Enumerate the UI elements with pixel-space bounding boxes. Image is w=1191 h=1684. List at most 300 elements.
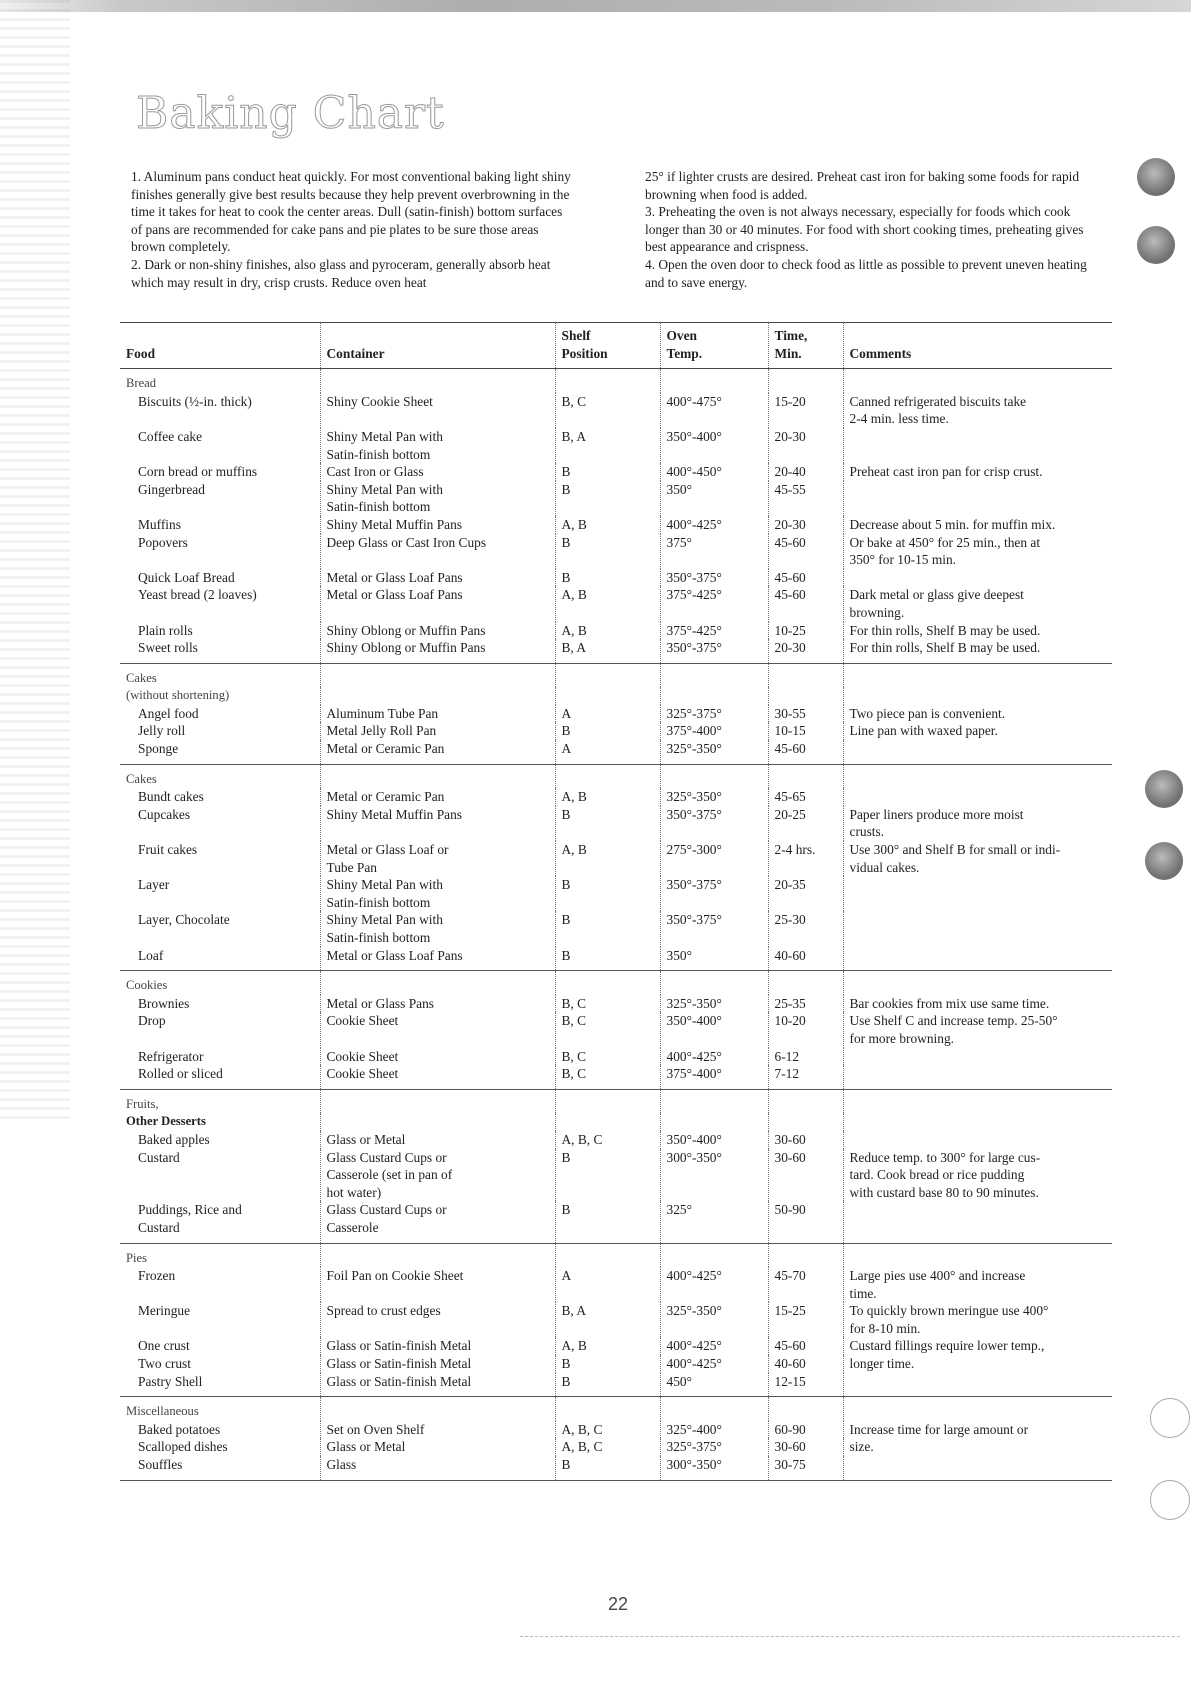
cell-food: Drop (138, 1013, 166, 1029)
cell-container: Metal or Glass Loaf Pans (320, 586, 555, 621)
empty-cell (843, 663, 1112, 687)
scan-bottom-line (520, 1636, 1180, 1637)
empty-cell (555, 369, 660, 393)
cell-shelf: B (555, 481, 660, 516)
cell-comments (843, 1131, 1112, 1149)
cell-comments: Decrease about 5 min. for muffin mix. (843, 516, 1112, 534)
cell-food: Popovers (138, 534, 188, 550)
cell-comments: Custard fillings require lower temp., (843, 1337, 1112, 1355)
cell-temp: 325° (660, 1201, 768, 1243)
group-heading: Cakes (126, 771, 157, 786)
cell-temp: 325°-375° (660, 1438, 768, 1456)
table-row (120, 534, 1112, 569)
cell-shelf: B (555, 1373, 660, 1397)
column-header-food: Food (120, 323, 320, 369)
cell-comments: Use Shelf C and increase temp. 25-50° for more browning. (843, 1012, 1112, 1047)
cell-temp: 400°-425° (660, 1048, 768, 1066)
empty-cell (843, 1397, 1112, 1421)
empty-cell (320, 663, 555, 687)
group-heading-row (120, 1397, 1112, 1421)
cell-food: Cupcakes (138, 806, 191, 822)
cell-temp: 350°-375° (660, 569, 768, 587)
cell-time: 30-75 (768, 1456, 843, 1480)
cell-comments (843, 947, 1112, 971)
cell-shelf: A, B (555, 622, 660, 640)
empty-cell (320, 764, 555, 788)
empty-cell (320, 687, 555, 705)
cell-shelf: B (555, 876, 660, 911)
cell-shelf: A, B, C (555, 1438, 660, 1456)
table-row (120, 463, 1112, 481)
empty-cell (555, 687, 660, 705)
empty-cell (768, 764, 843, 788)
cell-container: Shiny Metal Pan with Satin-finish bottom (320, 876, 555, 911)
column-header-shelf: Shelf Position (555, 323, 660, 369)
cell-comments (843, 428, 1112, 463)
cell-comments (843, 1048, 1112, 1066)
cell-temp: 325°-350° (660, 1302, 768, 1337)
cell-container: Metal or Ceramic Pan (320, 740, 555, 764)
empty-cell (555, 663, 660, 687)
cell-comments (843, 876, 1112, 911)
cell-temp: 350°-400° (660, 1131, 768, 1149)
cell-time: 45-60 (768, 740, 843, 764)
cell-food: Souffles (120, 1456, 320, 1480)
cell-temp: 275°-300° (660, 841, 768, 876)
cell-time: 20-40 (768, 463, 843, 481)
cell-time: 20-30 (768, 428, 843, 463)
note-paragraph: 4. Open the oven door to check food as little as possible to prevent uneven heating and to save energy. (645, 256, 1087, 290)
group-heading: Fruits, (126, 1096, 159, 1111)
cell-temp: 350° (660, 947, 768, 971)
empty-cell (660, 1089, 768, 1113)
empty-cell (660, 764, 768, 788)
table-row (120, 1267, 1112, 1302)
cell-food: Sponge (120, 740, 320, 764)
cell-comments: Increase time for large amount or (843, 1421, 1112, 1439)
cell-time: 45-60 (768, 1337, 843, 1355)
binder-hole-icon (1150, 1480, 1190, 1520)
baking-chart-table (120, 322, 1112, 1481)
cell-temp: 350°-375° (660, 876, 768, 911)
cell-container: Cookie Sheet (320, 1065, 555, 1089)
cell-shelf: B, C (555, 1048, 660, 1066)
cell-container: Metal or Glass Loaf or Tube Pan (320, 841, 555, 876)
group-heading-row (120, 764, 1112, 788)
table-row (120, 1421, 1112, 1439)
group-heading-row (120, 1113, 1112, 1131)
empty-cell (843, 1113, 1112, 1131)
scan-left-edge (0, 0, 70, 1120)
cell-food: Two crust (138, 1356, 191, 1372)
cell-container: Cookie Sheet (320, 1012, 555, 1047)
note-paragraph: 25° if lighter crusts are desired. Preheat cast iron for baking some foods for rapid browning when food is added. (645, 169, 1080, 202)
cell-shelf: B (555, 1456, 660, 1480)
table-row (120, 995, 1112, 1013)
cell-comments: For thin rolls, Shelf B may be used. (843, 622, 1112, 640)
group-heading: Pies (126, 1250, 147, 1265)
cell-time: 40-60 (768, 1355, 843, 1373)
table-row (120, 1012, 1112, 1047)
column-header-comments: Comments (843, 323, 1112, 369)
cell-temp: 350°-375° (660, 806, 768, 841)
cell-shelf: B, C (555, 1012, 660, 1047)
group-heading-row (120, 369, 1112, 393)
table-row (120, 1373, 1112, 1397)
cell-container: Metal or Glass Loaf Pans (320, 569, 555, 587)
cell-comments (843, 1373, 1112, 1397)
cell-container: Metal Jelly Roll Pan (320, 722, 555, 740)
empty-cell (660, 1243, 768, 1267)
table-row (120, 516, 1112, 534)
group-heading: Miscellaneous (126, 1404, 199, 1419)
cell-shelf: B (555, 463, 660, 481)
cell-comments: Large pies use 400° and increase time. (843, 1267, 1112, 1302)
empty-cell (768, 1089, 843, 1113)
cell-container: Metal or Glass Loaf Pans (320, 947, 555, 971)
cell-temp: 400°-425° (660, 1337, 768, 1355)
cell-temp: 325°-375° (660, 705, 768, 723)
cell-temp: 375° (660, 534, 768, 569)
cell-comments: Or bake at 450° for 25 min., then at 350° for 10-15 min. (843, 534, 1112, 569)
cell-time: 6-12 (768, 1048, 843, 1066)
cell-time: 50-90 (768, 1201, 843, 1243)
cell-comments (843, 911, 1112, 946)
column-header-container: Container (320, 323, 555, 369)
cell-shelf: A, B (555, 1337, 660, 1355)
cell-comments: Two piece pan is convenient. (843, 705, 1112, 723)
cell-food: Quick Loaf Bread (138, 569, 235, 585)
group-heading: Other Desserts (126, 1114, 206, 1129)
empty-cell (555, 764, 660, 788)
binder-hole-icon (1137, 226, 1175, 264)
group-heading-row (120, 663, 1112, 687)
cell-comments: For thin rolls, Shelf B may be used. (843, 639, 1112, 663)
cell-shelf: B, C (555, 1065, 660, 1089)
cell-temp: 300°-350° (660, 1149, 768, 1202)
cell-time: 20-25 (768, 806, 843, 841)
cell-food: Corn bread or muffins (138, 464, 258, 480)
notes-left-column (131, 168, 576, 291)
cell-shelf: B (555, 1355, 660, 1373)
cell-time: 15-25 (768, 1302, 843, 1337)
table-row (120, 1201, 1112, 1243)
empty-cell (320, 1089, 555, 1113)
cell-shelf: B (555, 806, 660, 841)
empty-cell (660, 687, 768, 705)
cell-time: 10-15 (768, 722, 843, 740)
cell-temp: 375°-400° (660, 722, 768, 740)
group-heading: Cookies (126, 978, 168, 993)
cell-time: 25-30 (768, 911, 843, 946)
cell-temp: 325°-400° (660, 1421, 768, 1439)
table-row (120, 1065, 1112, 1089)
cell-time: 40-60 (768, 947, 843, 971)
cell-time: 25-35 (768, 995, 843, 1013)
cell-comments (843, 1201, 1112, 1243)
table-row (120, 788, 1112, 806)
column-header-temp: Oven Temp. (660, 323, 768, 369)
cell-temp: 375°-400° (660, 1065, 768, 1089)
group-heading: (without shortening) (126, 688, 230, 703)
cell-container: Glass or Metal (320, 1438, 555, 1456)
empty-cell (768, 1397, 843, 1421)
table-row (120, 569, 1112, 587)
cell-temp: 325°-350° (660, 788, 768, 806)
empty-cell (660, 1113, 768, 1131)
empty-cell (660, 1397, 768, 1421)
table-row (120, 1302, 1112, 1337)
empty-cell (843, 369, 1112, 393)
empty-cell (768, 1243, 843, 1267)
empty-cell (768, 1113, 843, 1131)
cell-food: Layer, Chocolate (138, 912, 230, 928)
cell-food: Plain rolls (138, 622, 193, 638)
cell-comments: longer time. (843, 1355, 1112, 1373)
empty-cell (320, 369, 555, 393)
cell-food: Bundt cakes (138, 789, 204, 805)
cell-shelf: A, B (555, 841, 660, 876)
food-group (120, 1397, 1112, 1480)
cell-time: 20-30 (768, 516, 843, 534)
cell-food: Yeast bread (2 loaves) (138, 587, 257, 603)
binder-hole-icon (1150, 1398, 1190, 1438)
empty-cell (768, 971, 843, 995)
cell-temp: 350° (660, 481, 768, 516)
food-group (120, 1089, 1112, 1243)
cell-temp: 400°-425° (660, 516, 768, 534)
cell-shelf: A, B (555, 586, 660, 621)
cell-shelf: B (555, 947, 660, 971)
cell-food: Refrigerator (138, 1048, 204, 1064)
table-row (120, 740, 1112, 764)
cell-temp: 400°-425° (660, 1267, 768, 1302)
cell-time: 30-60 (768, 1131, 843, 1149)
cell-comments (843, 1456, 1112, 1480)
binder-hole-icon (1145, 842, 1183, 880)
table-header (120, 323, 1112, 369)
cell-food: Layer (138, 877, 170, 893)
cell-temp: 375°-425° (660, 622, 768, 640)
empty-cell (843, 1089, 1112, 1113)
cell-food: Custard (138, 1149, 180, 1165)
cell-container: Deep Glass or Cast Iron Cups (320, 534, 555, 569)
cell-time: 45-60 (768, 534, 843, 569)
cell-food: Baked apples (138, 1131, 210, 1147)
table-row (120, 481, 1112, 516)
cell-container: Glass or Satin-finish Metal (320, 1373, 555, 1397)
cell-comments (843, 1065, 1112, 1089)
empty-cell (555, 1243, 660, 1267)
cell-food: Scalloped dishes (138, 1439, 228, 1455)
cell-food: Coffee cake (138, 428, 203, 444)
cell-comments: Use 300° and Shelf B for small or indi- vidual cakes. (843, 841, 1112, 876)
cell-time: 10-25 (768, 622, 843, 640)
page-title: Baking Chart (136, 88, 445, 139)
note-paragraph: 1. Aluminum pans conduct heat quickly. For most conventional baking light shiny finishes generally give best results because they help prevent overbrowning in the time it takes for heat to cook the center areas. Dull (satin-finish) bottom surfaces of pans are recommended for cake pans and pie plates to be sure those areas brown completely. (131, 169, 571, 255)
cell-comments: size. (843, 1438, 1112, 1456)
cell-container: Glass or Satin-finish Metal (320, 1337, 555, 1355)
scan-top-border (0, 0, 1191, 12)
cell-comments (843, 788, 1112, 806)
cell-time: 45-60 (768, 586, 843, 621)
binder-hole-icon (1137, 158, 1175, 196)
table-row (120, 722, 1112, 740)
cell-shelf: A, B (555, 516, 660, 534)
cell-container: Glass (320, 1456, 555, 1480)
cell-comments: Reduce temp. to 300° for large cus- tard. Cook bread or rice pudding with custard base 80 to 90 minutes. (843, 1149, 1112, 1202)
food-group (120, 971, 1112, 1090)
cell-shelf: B, C (555, 393, 660, 428)
cell-comments: Preheat cast iron pan for crisp crust. (843, 463, 1112, 481)
cell-shelf: B, A (555, 1302, 660, 1337)
table-row (120, 947, 1112, 971)
cell-food: Gingerbread (138, 481, 205, 497)
empty-cell (320, 971, 555, 995)
cell-temp: 325°-350° (660, 740, 768, 764)
table-row (120, 806, 1112, 841)
cell-container: Shiny Metal Muffin Pans (320, 516, 555, 534)
cell-temp: 400°-450° (660, 463, 768, 481)
cell-time: 20-35 (768, 876, 843, 911)
cell-time: 45-70 (768, 1267, 843, 1302)
cell-container: Shiny Metal Pan with Satin-finish bottom (320, 911, 555, 946)
cell-comments (843, 569, 1112, 587)
food-group (120, 663, 1112, 764)
cell-food: Rolled or sliced (120, 1065, 320, 1089)
cell-temp: 350°-400° (660, 428, 768, 463)
note-paragraph: 3. Preheating the oven is not always necessary, especially for foods which cook longer than 30 or 40 minutes. For food with short cooking times, preheating gives best appearance and crispness. (645, 204, 1084, 255)
cell-shelf: B (555, 569, 660, 587)
cell-food: Muffins (138, 516, 181, 532)
cell-temp: 325°-350° (660, 995, 768, 1013)
cell-temp: 350°-375° (660, 911, 768, 946)
cell-time: 15-20 (768, 393, 843, 428)
cell-container: Shiny Oblong or Muffin Pans (320, 639, 555, 663)
cell-container: Glass or Metal (320, 1131, 555, 1149)
cell-shelf: A (555, 740, 660, 764)
cell-container: Glass Custard Cups or Casserole (set in pan of hot water) (320, 1149, 555, 1202)
cell-food: Meringue (138, 1303, 191, 1319)
cell-food: One crust (138, 1338, 190, 1354)
cell-time: 45-55 (768, 481, 843, 516)
table-row (120, 1149, 1112, 1202)
group-heading-row (120, 1243, 1112, 1267)
cell-comments: Line pan with waxed paper. (843, 722, 1112, 740)
empty-cell (320, 1397, 555, 1421)
empty-cell (555, 971, 660, 995)
group-heading-row (120, 687, 1112, 705)
cell-shelf: A, B (555, 788, 660, 806)
cell-container: Shiny Metal Muffin Pans (320, 806, 555, 841)
empty-cell (660, 663, 768, 687)
empty-cell (555, 1113, 660, 1131)
empty-cell (843, 1243, 1112, 1267)
cell-shelf: A, B, C (555, 1421, 660, 1439)
cell-food: Frozen (138, 1268, 176, 1284)
cell-food: Jelly roll (138, 723, 186, 739)
cell-shelf: A (555, 705, 660, 723)
cell-container: Set on Oven Shelf (320, 1421, 555, 1439)
empty-cell (768, 663, 843, 687)
cell-food: Biscuits (½-in. thick) (138, 393, 252, 409)
table-row (120, 1355, 1112, 1373)
cell-temp: 400°-425° (660, 1355, 768, 1373)
table-row (120, 911, 1112, 946)
cell-container: Foil Pan on Cookie Sheet (320, 1267, 555, 1302)
cell-container: Shiny Metal Pan with Satin-finish bottom (320, 481, 555, 516)
cell-time: 45-65 (768, 788, 843, 806)
food-group (120, 1243, 1112, 1397)
table-row (120, 1456, 1112, 1480)
cell-food: Puddings, Rice and Custard (120, 1201, 320, 1243)
binder-hole-icon (1145, 770, 1183, 808)
cell-time: 30-60 (768, 1438, 843, 1456)
cell-comments (843, 481, 1112, 516)
table-row (120, 393, 1112, 428)
cell-shelf: B, C (555, 995, 660, 1013)
cell-shelf: B, A (555, 428, 660, 463)
group-heading-row (120, 971, 1112, 995)
empty-cell (320, 1113, 555, 1131)
table-row (120, 1438, 1112, 1456)
table-row (120, 428, 1112, 463)
empty-cell (843, 764, 1112, 788)
table-row (120, 705, 1112, 723)
group-heading: Bread (126, 376, 157, 391)
cell-temp: 300°-350° (660, 1456, 768, 1480)
cell-container: Cookie Sheet (320, 1048, 555, 1066)
cell-comments: Dark metal or glass give deepest browning. (843, 586, 1112, 621)
cell-shelf: A, B, C (555, 1131, 660, 1149)
cell-comments (843, 740, 1112, 764)
empty-cell (555, 1397, 660, 1421)
empty-cell (555, 1089, 660, 1113)
cell-container: Metal or Ceramic Pan (320, 788, 555, 806)
cell-time: 30-60 (768, 1149, 843, 1202)
cell-container: Shiny Cookie Sheet (320, 393, 555, 428)
cell-container: Metal or Glass Pans (320, 995, 555, 1013)
group-heading: Cakes (126, 670, 157, 685)
cell-food: Brownies (138, 995, 190, 1011)
cell-time: 10-20 (768, 1012, 843, 1047)
cell-container: Glass Custard Cups or Casserole (320, 1201, 555, 1243)
cell-temp: 375°-425° (660, 586, 768, 621)
cell-food: Sweet rolls (120, 639, 320, 663)
table-row (120, 1048, 1112, 1066)
table-row (120, 622, 1112, 640)
cell-comments: Bar cookies from mix use same time. (843, 995, 1112, 1013)
cell-food: Baked potatoes (138, 1421, 221, 1437)
cell-container: Shiny Metal Pan with Satin-finish bottom (320, 428, 555, 463)
cell-shelf: B (555, 1149, 660, 1202)
food-group (120, 369, 1112, 664)
cell-food: Loaf (120, 947, 320, 971)
cell-container: Aluminum Tube Pan (320, 705, 555, 723)
empty-cell (768, 687, 843, 705)
cell-shelf: B (555, 534, 660, 569)
cell-time: 45-60 (768, 569, 843, 587)
page-number: 22 (608, 1594, 629, 1614)
cell-shelf: A (555, 1267, 660, 1302)
cell-temp: 400°-475° (660, 393, 768, 428)
food-group (120, 764, 1112, 971)
notes-right-column (645, 168, 1090, 291)
column-header-time: Time, Min. (768, 323, 843, 369)
table-row (120, 586, 1112, 621)
cell-container: Glass or Satin-finish Metal (320, 1355, 555, 1373)
table-row (120, 841, 1112, 876)
